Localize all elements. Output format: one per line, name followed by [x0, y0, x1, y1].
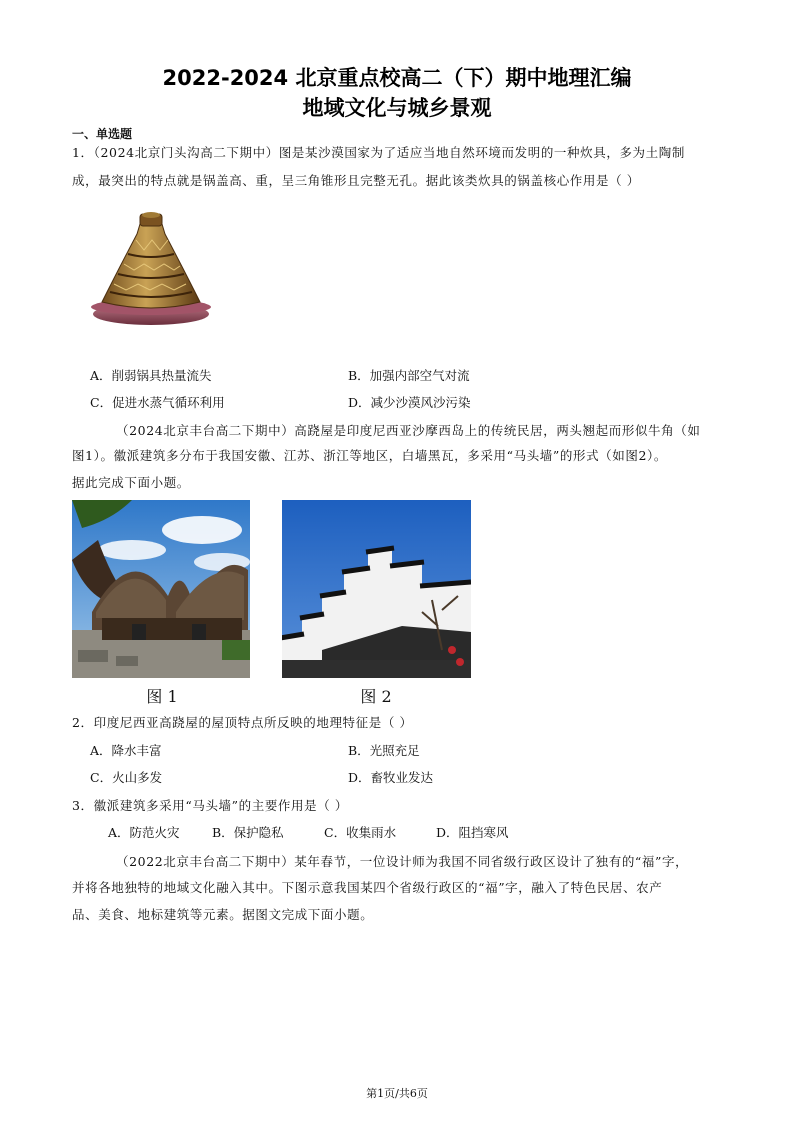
figure1-batak-house-photo	[72, 500, 250, 678]
q2-option-a: A．降水丰富	[90, 743, 162, 758]
q3-option-d: D．阻挡寒风	[436, 825, 509, 840]
q2-stem: 2．印度尼西亚高跷屋的屋顶特点所反映的地理特征是（ ）	[72, 715, 413, 730]
q2-option-b: B．光照充足	[348, 743, 420, 758]
q3-option-a: A．防范火灾	[108, 825, 180, 840]
material2-line2: 并将各地独特的地域文化融入其中。下图示意我国某四个省级行政区的“福”字，融入了特色民居、农产	[72, 880, 663, 895]
material2-line3: 品、美食、地标建筑等元素。据图文完成下面小题。	[72, 907, 374, 922]
q1-option-c: C．促进水蒸气循环利用	[90, 395, 225, 410]
figure1-caption: 图 1	[146, 687, 178, 706]
material1-line3: 据此完成下面小题。	[72, 475, 190, 490]
q2-option-d: D．畜牧业发达	[348, 770, 434, 785]
q1-stem-line1: 1．（2024北京门头沟高二下期中）图是某沙漠国家为了适应当地自然环境而发明的一种炊具，多为土陶制	[72, 145, 685, 160]
page-number: 第1页/共6页	[366, 1087, 428, 1100]
q3-option-b: B．保护隐私	[212, 825, 284, 840]
q2-option-c: C．火山多发	[90, 770, 163, 785]
figure2-huizhou-building-photo	[282, 500, 471, 678]
page-title-line1: 2022-2024 北京重点校高二（下）期中地理汇编	[162, 66, 632, 90]
material1-line1: （2024北京丰台高二下期中）高跷屋是印度尼西亚沙摩西岛上的传统民居，两头翘起而形似牛角（如	[116, 423, 701, 438]
section-heading: 一、单选题	[72, 127, 133, 141]
q3-stem: 3．徽派建筑多采用“马头墙”的主要作用是（ ）	[72, 798, 349, 813]
tagine-cookware-image	[88, 210, 214, 330]
q1-option-b: B．加强内部空气对流	[348, 368, 470, 383]
material2-line1: （2022北京丰台高二下期中）某年春节，一位设计师为我国不同省级行政区设计了独有的“福”字，	[116, 854, 689, 869]
q1-option-a: A．削弱锅具热量流失	[90, 368, 212, 383]
material1-line2: 图1）。徽派建筑多分布于我国安徽、江苏、浙江等地区，白墙黑瓦，多采用“马头墙”的形式（如图2）。	[72, 448, 667, 463]
q3-option-c: C．收集雨水	[324, 825, 397, 840]
q1-option-d: D．减少沙漠风沙污染	[348, 395, 471, 410]
q1-stem-line2: 成，最突出的特点就是锅盖高、重，呈三角锥形且完整无孔。据此该类炊具的锅盖核心作用是（ ）	[72, 173, 640, 188]
page-title-line2: 地域文化与城乡景观	[302, 96, 492, 120]
figure2-caption: 图 2	[360, 687, 392, 706]
